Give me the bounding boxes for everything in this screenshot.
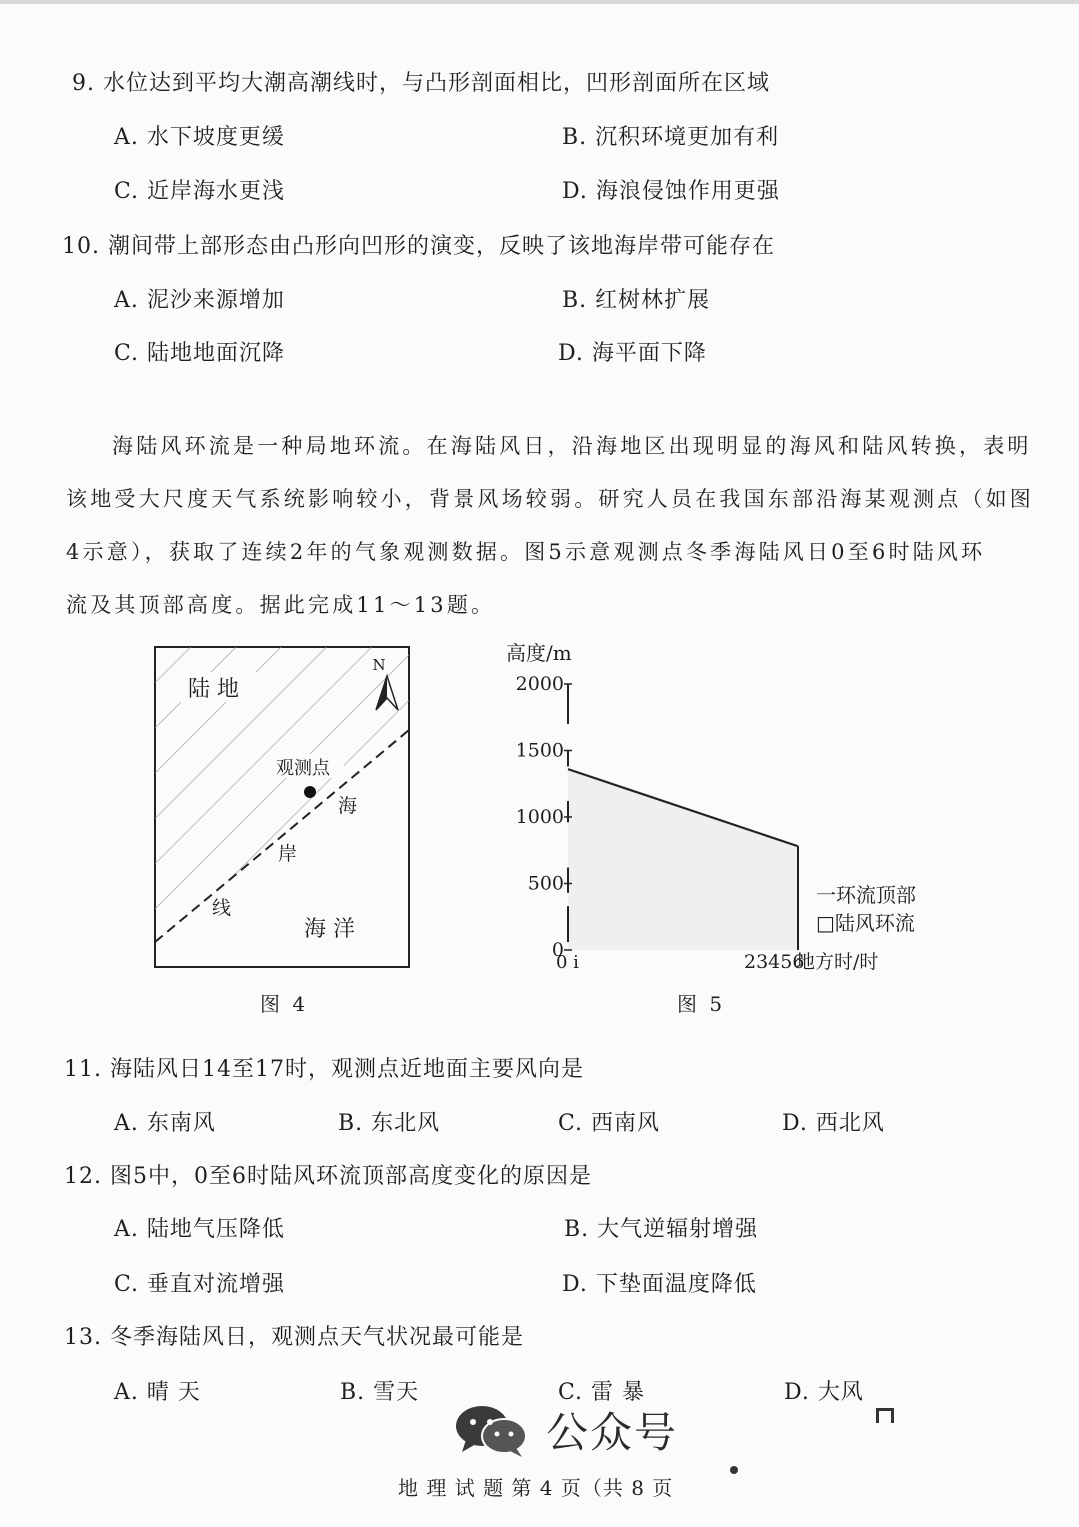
- legend-land-breeze: □陆风环流: [816, 911, 915, 935]
- passage-line-3: 4示意），获取了连续2年的气象观测数据。图5示意观测点冬季海陆风日0至6时陆风环: [66, 540, 986, 564]
- question-13-option-b: B. 雪天: [340, 1380, 420, 1405]
- question-12-option-d: D. 下垫面温度降低: [562, 1272, 757, 1297]
- question-13-option-a: A. 晴 天: [114, 1380, 201, 1405]
- passage-line-4: 流及其顶部高度。据此完成11～13题。: [66, 593, 496, 617]
- coast-char-line: 线: [212, 897, 232, 919]
- land-label: 陆 地: [188, 677, 239, 702]
- coast-char-shore: 岸: [278, 843, 298, 865]
- question-9-option-b: B. 沉积环境更加有利: [562, 125, 780, 150]
- y-tick-label-0: 0: [551, 939, 564, 961]
- land-breeze-area: [568, 769, 798, 950]
- question-9-option-d: D. 海浪侵蚀作用更强: [562, 179, 780, 204]
- figure-5-chart: [496, 636, 946, 984]
- question-12-stem: 12. 图5中，0至6时陆风环流顶部高度变化的原因是: [64, 1164, 592, 1189]
- legend-top-line: 一环流顶部: [816, 883, 916, 907]
- scan-dot: [730, 1466, 738, 1474]
- question-9-stem: 9. 水位达到平均大潮高潮线时，与凸形剖面相比，凹形剖面所在区域: [72, 71, 770, 96]
- passage-line-1: 海陆风环流是一种局地环流。在海陆风日，沿海地区出现明显的海风和陆风转换，表明: [112, 434, 1032, 458]
- watermark-artifact: [876, 1408, 894, 1423]
- question-10-option-b: B. 红树林扩展: [562, 288, 711, 313]
- ocean-label: 海 洋: [304, 917, 355, 942]
- x-tick-labels-right: 23456: [744, 951, 805, 973]
- station-label: 观测点: [276, 758, 330, 779]
- question-9-option-c: C. 近岸海水更浅: [114, 179, 286, 204]
- watermark-text: 公众号: [546, 1408, 679, 1457]
- north-label: N: [372, 656, 386, 674]
- figure-4-caption: 图 4: [260, 992, 309, 1016]
- question-11-option-c: C. 西南风: [558, 1111, 661, 1136]
- station-dot: [304, 786, 316, 798]
- question-10-stem: 10. 潮间带上部形态由凸形向凹形的演变，反映了该地海岸带可能存在: [62, 234, 775, 259]
- wechat-icon: [452, 1402, 534, 1458]
- figure-5-caption: 图 5: [677, 992, 726, 1016]
- y-axis-label: 高度/m: [506, 641, 572, 665]
- y-tick-label-500: 500: [527, 872, 564, 895]
- question-10-option-c: C. 陆地地面沉降: [114, 341, 286, 366]
- question-11-stem: 11. 海陆风日14至17时，观测点近地面主要风向是: [64, 1057, 584, 1082]
- question-13-stem: 13. 冬季海陆风日，观测点天气状况最可能是: [64, 1325, 524, 1350]
- question-12-option-c: C. 垂直对流增强: [114, 1272, 286, 1297]
- passage-line-2: 该地受大尺度天气系统影响较小，背景风场较弱。研究人员在我国东部沿海某观测点（如图: [66, 487, 1034, 511]
- watermark: [452, 1398, 752, 1458]
- question-11-option-a: A. 东南风: [114, 1111, 216, 1136]
- question-13-option-d: D. 大风: [784, 1380, 864, 1405]
- question-9-option-a: A. 水下坡度更缓: [114, 125, 285, 150]
- question-13-option-c: C. 雷 暴: [558, 1380, 646, 1405]
- coast-char-sea: 海: [338, 795, 358, 817]
- figure-4-map: [150, 642, 414, 972]
- page-footer: 地 理 试 题 第 4 页（共 8 页: [398, 1476, 674, 1500]
- question-10-option-a: A. 泥沙来源增加: [114, 288, 285, 313]
- y-tick-label-1000: 1000: [515, 806, 564, 828]
- question-11-option-d: D. 西北风: [782, 1111, 885, 1136]
- top-rule: [0, 0, 1079, 4]
- y-tick-label-1500: 1500: [515, 739, 564, 762]
- question-10-option-d: D. 海平面下降: [558, 341, 707, 366]
- x-axis-label: 地方时/时: [796, 951, 879, 973]
- y-tick-label-2000: 2000: [515, 673, 564, 695]
- question-12-option-a: A. 陆地气压降低: [114, 1217, 285, 1242]
- x-tick-labels-left: 0 i: [556, 952, 579, 973]
- question-12-option-b: B. 大气逆辐射增强: [564, 1217, 759, 1242]
- question-11-option-b: B. 东北风: [338, 1111, 441, 1136]
